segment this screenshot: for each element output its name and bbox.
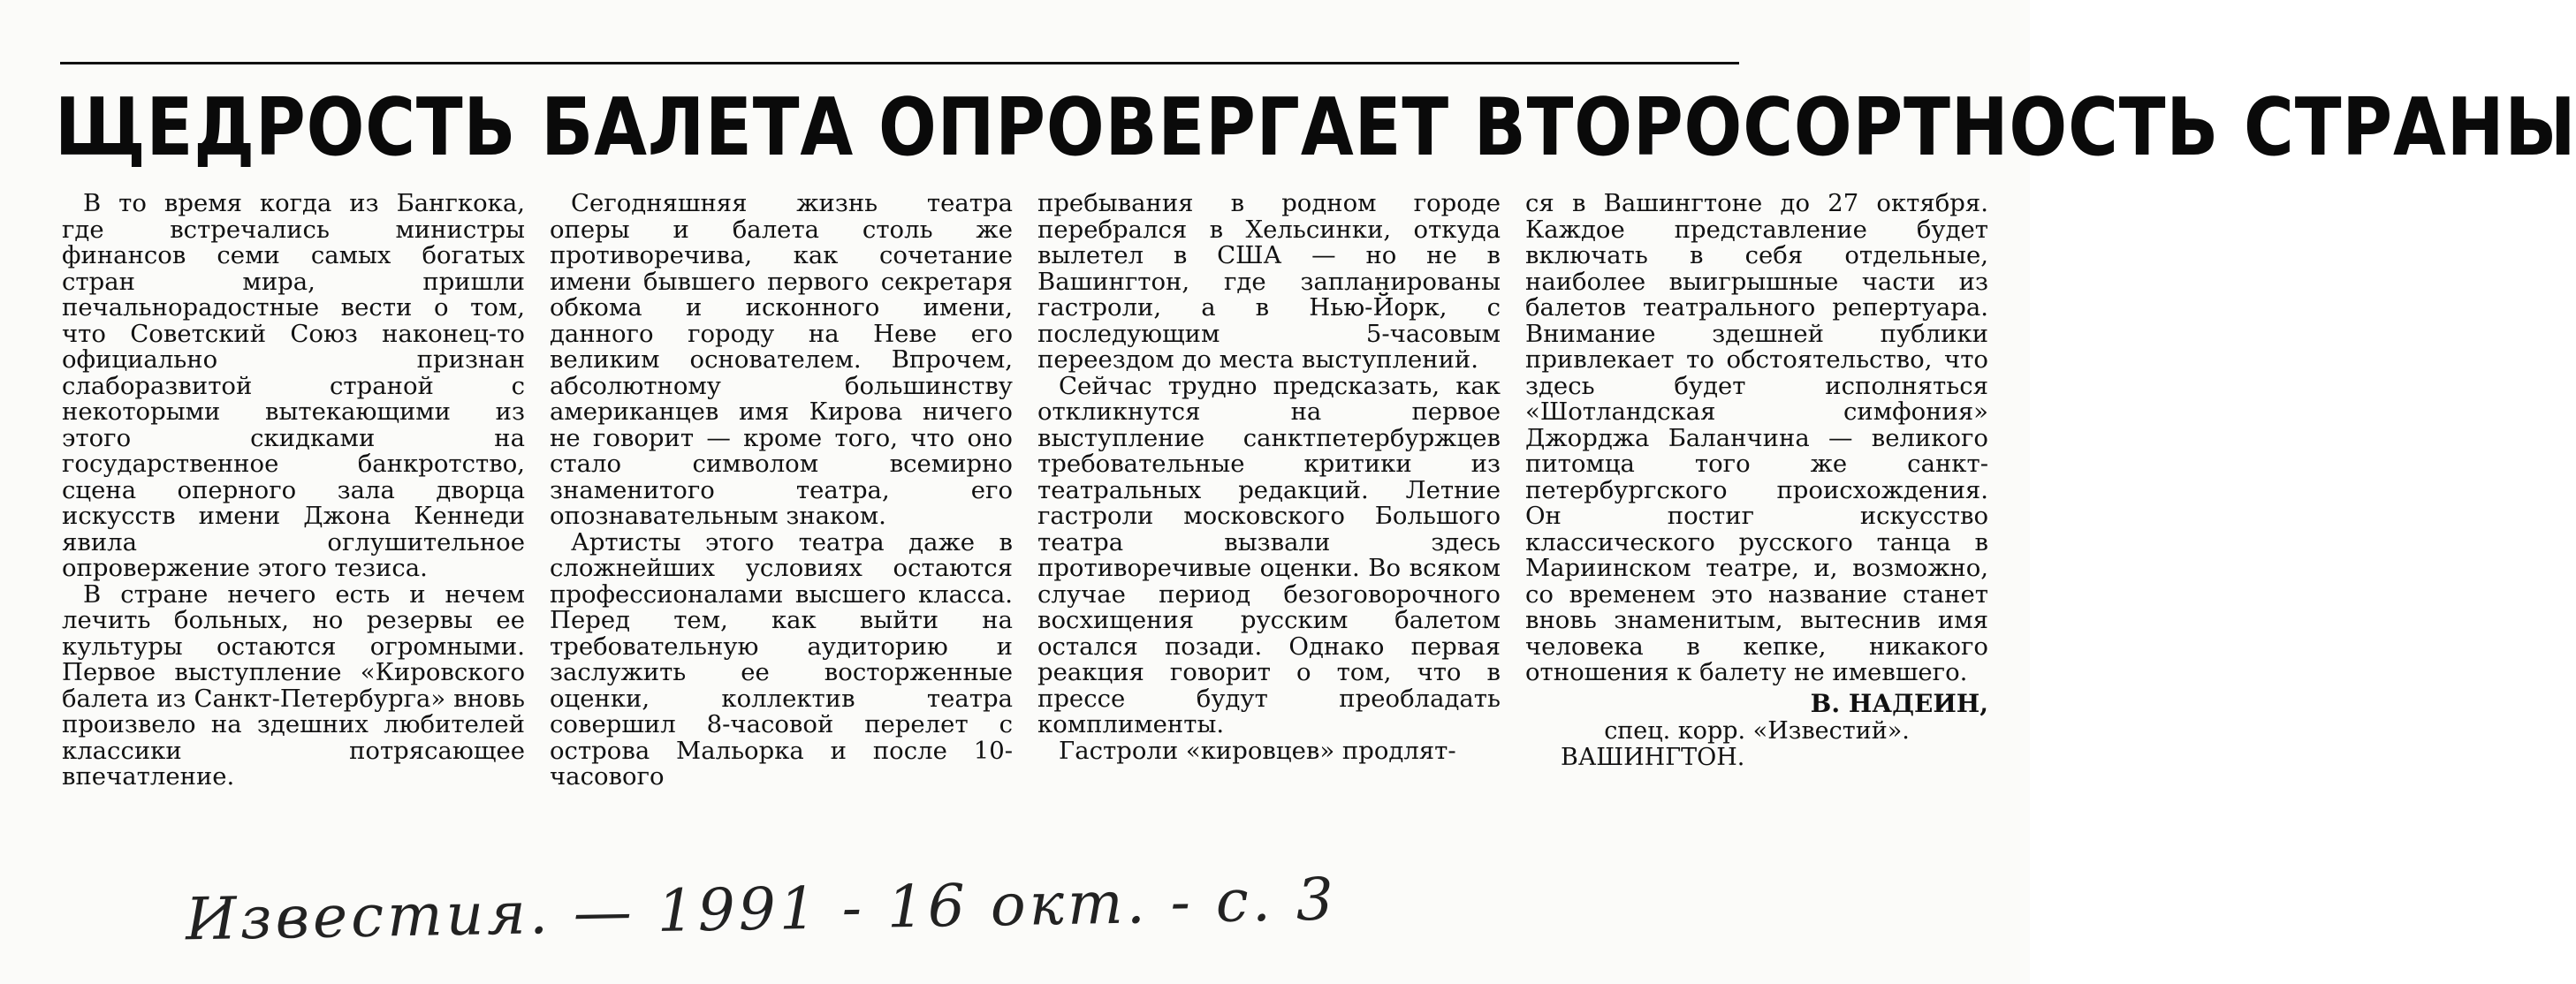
paragraph: В то время когда из Бангкока, где встречались министры финансов семи самых богатых стран мира, пришли печальнорадостные вести о том, что Советский Союз наконец-то официально признан слаборазвитой страной с некоторыми вытекающими из этого скидками на государственное банкротство, сцена оперного зала дворца искусств имени Джона Кеннеди явила оглушительное опровержение этого тезиса. bbox=[62, 189, 525, 582]
paragraph: пребывания в родном городе перебрался в Хельсинки, откуда вылетел в США — но не в Вашингтон, где запланированы гастроли, а в Нью-Йорк, с последующим 5-часовым переездом до места выступлений. bbox=[1037, 189, 1501, 374]
column-3 bbox=[1037, 191, 1501, 880]
paragraph: ся в Вашингтоне до 27 октября. Каждое представление будет включать в себя отдельные, наиболее выигрышные части из балетов театрального репертуара. Внимание здешней публики привлекает то обстоятельство, что здесь будет исполняться «Шотландская симфония» Джорджа Баланчина — великого питомца того же санкт-петербургского происхождения. Он постиг искусство классического русского танца в Мариинском театре, и, возможно, со временем это название станет вновь знаменитым, вытеснив имя человека в кепке, никакого отношения к балету не имевшего. bbox=[1525, 189, 1988, 686]
article-body bbox=[62, 191, 1988, 880]
author-role: спец. корр. «Известий». bbox=[1604, 716, 1910, 745]
author-name: В. НАДЕИН, bbox=[1810, 688, 1988, 718]
paragraph: Сейчас трудно предсказать, как откликнутся на первое выступление санктпетербуржцев требовательные критики из театральных редакций. Летние гастроли московского Большого театра вызвали здесь противоречивые оценки. Во всяком случае период безоговорочного восхищения русским балетом остался позади. Однако первая реакция говорит о том, что в прессе будут преобладать комплименты. bbox=[1037, 371, 1501, 738]
headline: ЩЕДРОСТЬ БАЛЕТА ОПРОВЕРГАЕТ ВТОРОСОРТНОСТЬ СТРАНЫ bbox=[55, 81, 2576, 174]
paragraph: Гастроли «кировцев» продлят- bbox=[1059, 736, 1456, 765]
paragraph: В стране нечего есть и нечем лечить больных, но резервы ее культуры остаются огромными. Первое выступление «Кировского балета из Санкт-Петербурга» вновь произвело на здешних любителей классики потрясающее впечатление. bbox=[62, 579, 525, 791]
handwritten-source-note: Известия. — 1991 - 16 окт. - с. 3 bbox=[185, 865, 1338, 954]
paragraph: Артисты этого театра даже в сложнейших условиях остаются профессионалами высшего класса. Перед тем, как выйти на требовательную аудиторию и заслужить ее восторженные оценки, коллектив театра совершил 8-часовой перелет с острова Мальорка и после 10-часового bbox=[550, 527, 1013, 791]
dateline-place: ВАШИНГТОН. bbox=[1561, 743, 1745, 771]
column-1 bbox=[62, 191, 525, 880]
column-4 bbox=[1525, 191, 1988, 880]
top-rule bbox=[60, 62, 1739, 64]
paragraph: Сегодняшняя жизнь театра оперы и балета столь же противоречива, как сочетание имени бывшего первого секретаря обкома и исконного имени, данного городу на Неве его великим основателем. Впрочем, абсолютному большинству американцев имя Кирова ничего не говорит — кроме того, что оно стало символом всемирно знаменитого театра, его опознавательным знаком. bbox=[550, 189, 1013, 530]
column-2 bbox=[550, 191, 1013, 880]
